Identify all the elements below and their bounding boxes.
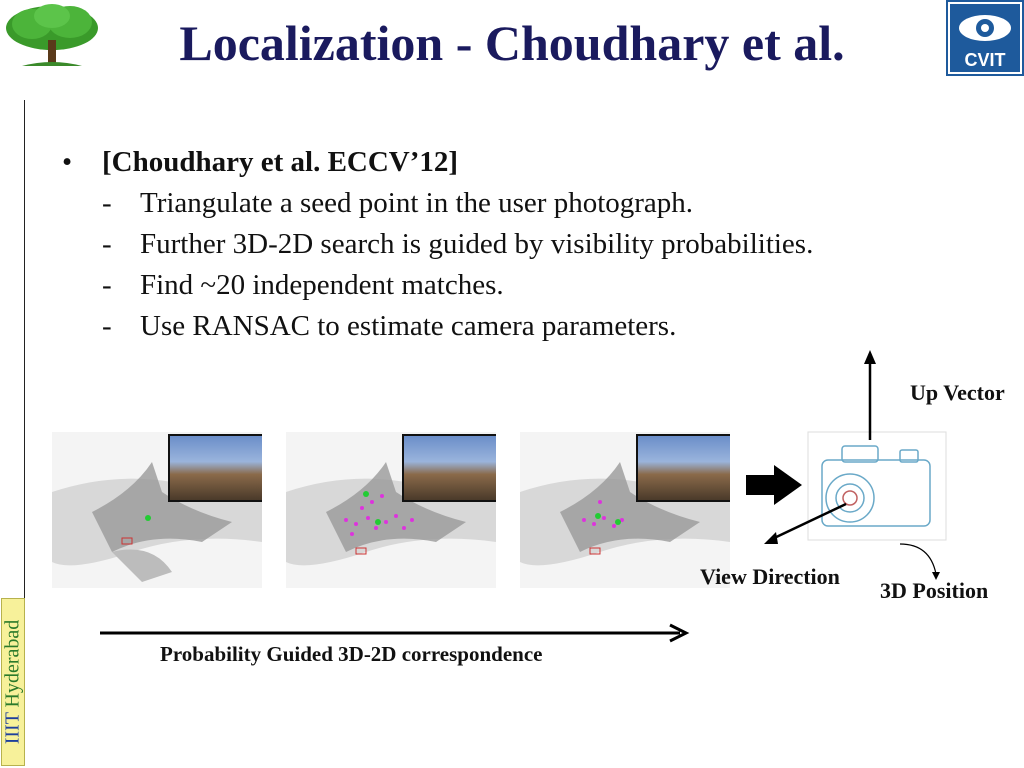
query-photo-thumb xyxy=(636,434,730,502)
list-item: - Use RANSAC to estimate camera parameters. xyxy=(102,310,677,342)
3d-position-label: 3D Position xyxy=(880,578,989,603)
tag-hyderabad: Hyderabad xyxy=(1,619,24,708)
point-cloud-panel-2 xyxy=(286,432,496,588)
query-photo-thumb xyxy=(402,434,496,502)
bullet-dot-icon: • xyxy=(62,146,73,178)
diagram-caption: Probability Guided 3D-2D correspondence xyxy=(160,642,543,666)
query-photo-thumb xyxy=(168,434,262,502)
bullet-heading: [Choudhary et al. ECCV’12] xyxy=(102,146,459,178)
tag-iiit: IIIT xyxy=(1,712,24,745)
cvit-eye-logo-icon xyxy=(946,0,1024,76)
left-divider xyxy=(24,100,25,598)
up-vector-label: Up Vector xyxy=(910,380,1005,405)
cvit-logo-text: CVIT xyxy=(964,50,1006,70)
point-cloud-panel-3 xyxy=(520,432,730,588)
iiit-hyderabad-tag xyxy=(1,598,25,766)
tree-logo-icon xyxy=(2,2,102,72)
bullet-list xyxy=(62,142,962,342)
list-item: - Find ~20 independent matches. xyxy=(102,269,504,301)
page-title: Localization - Choudhary et al. xyxy=(179,15,845,71)
view-direction-label: View Direction xyxy=(700,564,840,589)
list-item: - Triangulate a seed point in the user photograph. xyxy=(102,187,694,219)
list-item: - Further 3D-2D search is guided by visibility probabilities. xyxy=(102,228,814,260)
point-cloud-panel-1 xyxy=(52,432,262,588)
